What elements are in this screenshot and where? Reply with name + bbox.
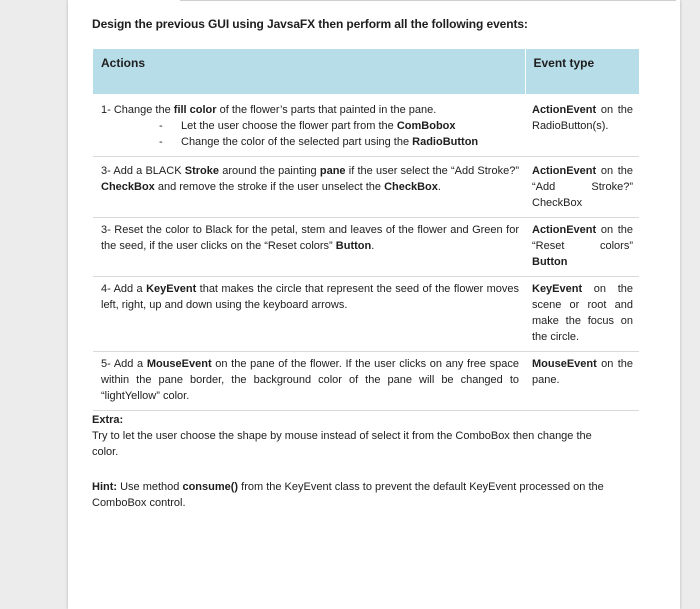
event-cell: ActionEvent on the “Reset colors” Button	[525, 218, 639, 277]
header-event-type: Event type	[525, 49, 639, 94]
event-cell: ActionEvent on the “Add Stroke?” CheckBox	[525, 157, 639, 218]
extra-section	[92, 412, 612, 460]
header-actions: Actions	[93, 49, 525, 94]
action-cell: 4- Add a KeyEvent that makes the circle that represent the seed of the flower moves left, right, up and down using the keyboard arrows.	[93, 277, 525, 352]
sub-item: - Let the user choose the flower part from the ComBobox	[159, 120, 456, 132]
table-row	[93, 218, 639, 277]
action-cell: 5- Add a MouseEvent on the pane of the flower. If the user clicks on any free space within the pane border, the background color of the pane will be changed to “lightYellow” color.	[93, 352, 525, 411]
events-table	[93, 49, 639, 411]
event-cell: KeyEvent on the scene or root and make the focus on the circle.	[525, 277, 639, 352]
extra-text: Try to let the user choose the shape by mouse instead of select it from the ComboBox then change the color.	[92, 430, 592, 458]
action-cell: 1- Change the fill color of the flower’s parts that painted in the pane. - Let the user choose the flower part from the ComBobox - Change the color of the selected part using the RadioButton	[93, 94, 525, 157]
event-cell: MouseEvent on the pane.	[525, 352, 639, 411]
table-row	[93, 277, 639, 352]
table-header-row	[93, 49, 639, 94]
hint-section: Hint: Use method consume() from the KeyEvent class to prevent the default KeyEvent processed on the ComboBox control.	[92, 481, 604, 509]
action-cell: 3- Add a BLACK Stroke around the painting pane if the user select the “Add Stroke?” CheckBox and remove the stroke if the user unselect the CheckBox.	[93, 157, 525, 218]
page-heading: Design the previous GUI using JavsaFX then perform all the following events:	[92, 17, 528, 31]
action-cell: 3- Reset the color to Black for the petal, stem and leaves of the flower and Green for the seed, if the user clicks on the “Reset colors” Button.	[93, 218, 525, 277]
page-top-rule	[180, 0, 676, 1]
table-row	[93, 94, 639, 157]
hint-label: Hint:	[92, 481, 118, 493]
event-cell: ActionEvent on the RadioButton(s).	[525, 94, 639, 157]
table-row	[93, 157, 639, 218]
extra-title: Extra:	[92, 414, 124, 426]
sub-item: - Change the color of the selected part using the RadioButton	[159, 136, 479, 148]
table-row	[93, 352, 639, 411]
document-page	[68, 0, 680, 609]
